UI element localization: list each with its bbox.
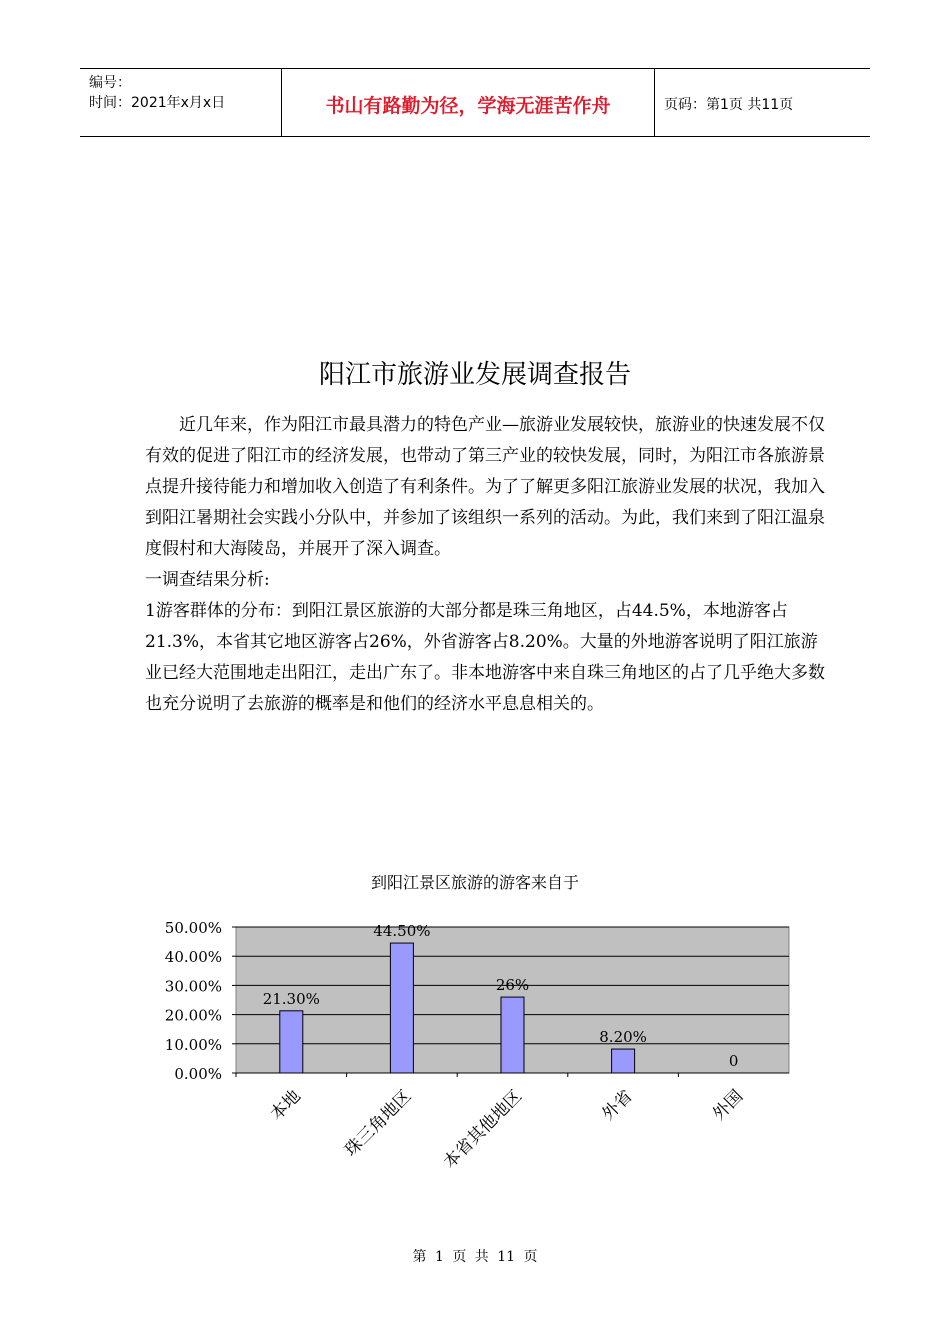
document-number-label: 编号： [89,75,131,91]
y-tick-label: 50.00% [164,919,222,937]
document-body [145,410,825,720]
data-label: 8.20% [599,1028,647,1047]
visitor-origin-chart [150,860,810,1200]
y-tick-label: 30.00% [164,977,222,996]
y-tick-label: 10.00% [164,1035,222,1054]
x-tick-label: 本省其他地区 [439,1086,527,1173]
section-heading: 一调查结果分析: [145,570,270,590]
y-tick-label: 0.00% [174,1065,222,1083]
chart-svg [150,860,810,1200]
x-tick-label: 本地 [266,1086,305,1125]
data-label: 44.50% [373,922,431,941]
bar [612,1049,635,1073]
header-page-info: 页码：第1页 共11页 [664,97,794,113]
x-tick-label: 外国 [709,1086,748,1125]
bar [280,1011,303,1073]
bar [390,943,413,1073]
footer-part: 页 [452,1249,467,1265]
analysis-paragraph: 1游客群体的分布：到阳江景区旅游的大部分都是珠三角地区，占44.5%，本地游客占21.3%，本省其它地区游客占26%，外省游客占8.20%。大量的外地游客说明了阳江旅游业已经大范围地走出阳江，走出广东了。非本地游客中来自珠三角地区的占了几乎绝大多数也充分说明了去旅游的概率是和他们的经济水平息息相关的。 [145,601,825,714]
y-tick-label: 40.00% [164,948,222,967]
footer-part: 第 [412,1249,427,1265]
footer-total-pages: 11 [497,1249,516,1265]
header-motto-cell [281,69,655,136]
footer-page-number: 1 [434,1249,444,1265]
document-time-label: 时间：2021年x月x日 [89,95,226,111]
header-table [80,68,870,137]
data-label: 21.30% [262,989,320,1008]
chart-title: 到阳江景区旅游的游客来自于 [370,873,580,892]
bar [501,997,524,1073]
header-page-cell [654,69,870,136]
y-tick-label: 20.00% [164,1006,222,1025]
page-footer [0,1246,950,1266]
data-label: 26% [495,976,530,995]
footer-part: 页 [523,1249,538,1265]
page-title: 阳江市旅游业发展调查报告 [318,360,631,390]
x-tick-label: 外省 [598,1086,637,1125]
data-label: 0 [728,1052,739,1070]
header-meta-cell [80,69,281,136]
x-tick-label: 珠三角地区 [341,1086,416,1161]
header-motto: 书山有路勤为径，学海无涯苦作舟 [325,95,611,117]
footer-part: 共 [474,1249,489,1265]
intro-paragraph: 近几年来，作为阳江市最具潜力的特色产业—旅游业发展较快，旅游业的快速发展不仅有效的促进了阳江市的经济发展，也带动了第三产业的较快发展，同时，为阳江市各旅游景点提升接待能力和增加收入创造了有利条件。为了了解更多阳江旅游业发展的状况，我加入到阳江暑期社会实践小分队中，并参加了该组织一系列的活动。为此，我们来到了阳江温泉度假村和大海陵岛，并展开了深入调查。 [145,415,825,559]
